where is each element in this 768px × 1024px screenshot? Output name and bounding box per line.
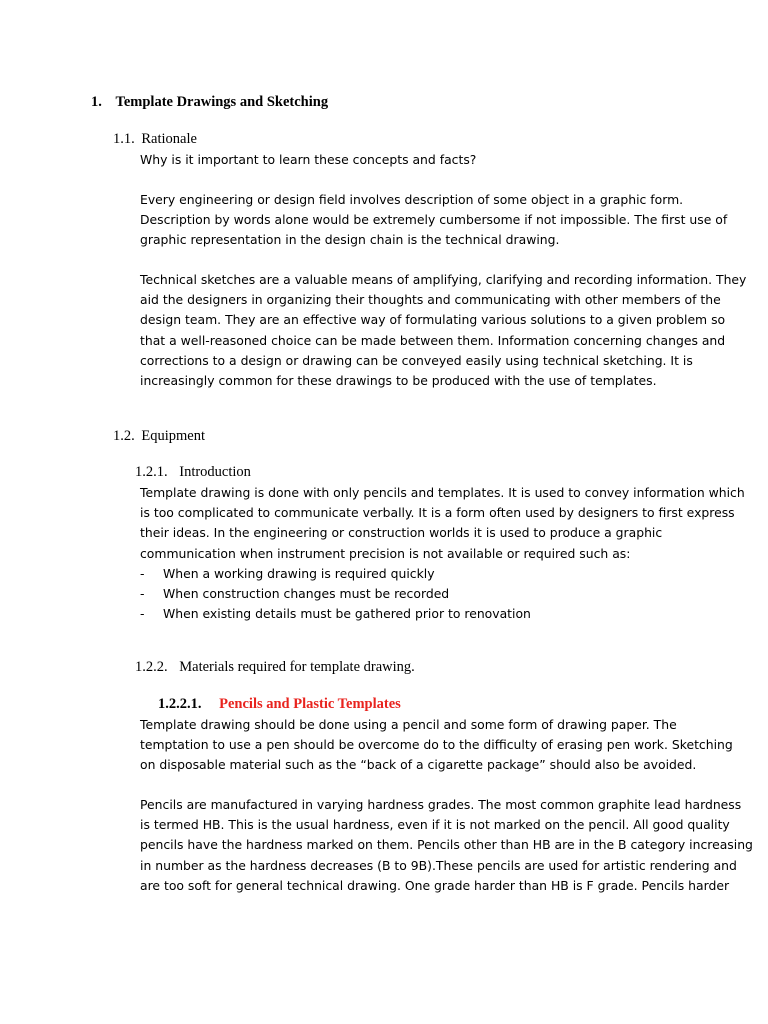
list-item-text: When construction changes must be recorded xyxy=(163,586,450,602)
list-item xyxy=(140,604,700,624)
text-line: Why is it important to learn these concepts and facts? xyxy=(140,152,477,167)
text-line: their ideas. In the engineering or construction worlds it is used to produce a graphic xyxy=(140,525,663,541)
introduction-paragraph xyxy=(140,483,745,624)
heading-section-1-2-2 xyxy=(135,659,415,676)
heading-title: Materials required for template drawing. xyxy=(179,659,415,675)
text-line: Description by words alone would be extremely cumbersome if not impossible. The first use of xyxy=(140,212,728,228)
heading-section-1-2-1 xyxy=(135,464,251,481)
text-line: design team. They are an effective way of formulating various solutions to a given problem so xyxy=(140,312,726,328)
text-line: is too complicated to communicate verbally. It is a form often used by designers to first express xyxy=(140,505,735,521)
text-line: is termed HB. This is the usual hardness, even if it is not marked on the pencil. All good quality xyxy=(140,817,730,833)
text-line: on disposable material such as the “back of a cigarette package” should also be avoided. xyxy=(140,757,697,773)
heading-number: 1.2.2.1. xyxy=(158,696,202,712)
heading-title: Template Drawings and Sketching xyxy=(115,94,329,110)
text-line: Pencils are manufactured in varying hardness grades. The most common graphite lead hardness xyxy=(140,797,742,812)
list-item-text: When existing details must be gathered prior to renovation xyxy=(163,606,531,622)
heading-section-1-2-2-1 xyxy=(158,696,401,713)
list-item xyxy=(140,564,700,584)
list-item xyxy=(140,584,700,604)
rationale-paragraph-2 xyxy=(140,270,747,391)
heading-number: 1.2. xyxy=(113,428,135,444)
bullet-dash: - xyxy=(140,565,145,581)
heading-number: 1. xyxy=(91,94,102,110)
heading-number: 1.2.1. xyxy=(135,464,168,480)
text-line: increasingly common for these drawings to be produced with the use of templates. xyxy=(140,373,657,389)
bullet-dash: - xyxy=(140,606,145,622)
text-line: graphic representation in the design chain is the technical drawing. xyxy=(140,232,560,248)
text-line: Template drawing is done with only pencils and templates. It is used to convey information which xyxy=(140,485,745,500)
pencils-paragraph-2 xyxy=(140,795,753,896)
heading-title: Equipment xyxy=(141,428,206,444)
text-line: Template drawing should be done using a pencil and some form of drawing paper. The xyxy=(140,717,677,732)
heading-section-1 xyxy=(91,94,328,111)
text-line: are too soft for general technical drawing. One grade harder than HB is F grade. Pencils harder xyxy=(140,877,730,893)
heading-title: Rationale xyxy=(141,131,197,147)
text-line: Every engineering or design field involves description of some object in a graphic form. xyxy=(140,192,684,207)
text-line: temptation to use a pen should be overcome do to the difficulty of erasing pen work. Sketching xyxy=(140,737,733,753)
pencils-paragraph-1 xyxy=(140,715,733,776)
bullet-list xyxy=(140,564,700,625)
text-line: corrections to a design or drawing can be conveyed easily using technical sketching. It is xyxy=(140,352,693,368)
heading-number: 1.1. xyxy=(113,131,135,147)
heading-title: Pencils and Plastic Templates xyxy=(219,696,401,712)
text-line: communication when instrument precision is not available or required such as: xyxy=(140,545,631,561)
list-item-text: When a working drawing is required quickly xyxy=(163,565,435,581)
heading-section-1-2 xyxy=(113,428,205,445)
rationale-question xyxy=(140,150,700,170)
text-line: in number as the hardness decreases (B to 9B).These pencils are used for artistic rendering and xyxy=(140,857,737,873)
text-line: Technical sketches are a valuable means of amplifying, clarifying and recording information. They xyxy=(140,272,747,287)
bullet-dash: - xyxy=(140,586,145,602)
text-line: pencils have the hardness marked on them. Pencils other than HB are in the B category increasing xyxy=(140,837,753,853)
text-line: that a well-reasoned choice can be made between them. Information concerning changes and xyxy=(140,332,726,348)
text-line: aid the designers in organizing their thoughts and communicating with other members of the xyxy=(140,292,721,308)
rationale-paragraph-1 xyxy=(140,190,728,251)
heading-title: Introduction xyxy=(179,464,251,480)
heading-section-1-1 xyxy=(113,131,197,148)
heading-number: 1.2.2. xyxy=(135,659,168,675)
